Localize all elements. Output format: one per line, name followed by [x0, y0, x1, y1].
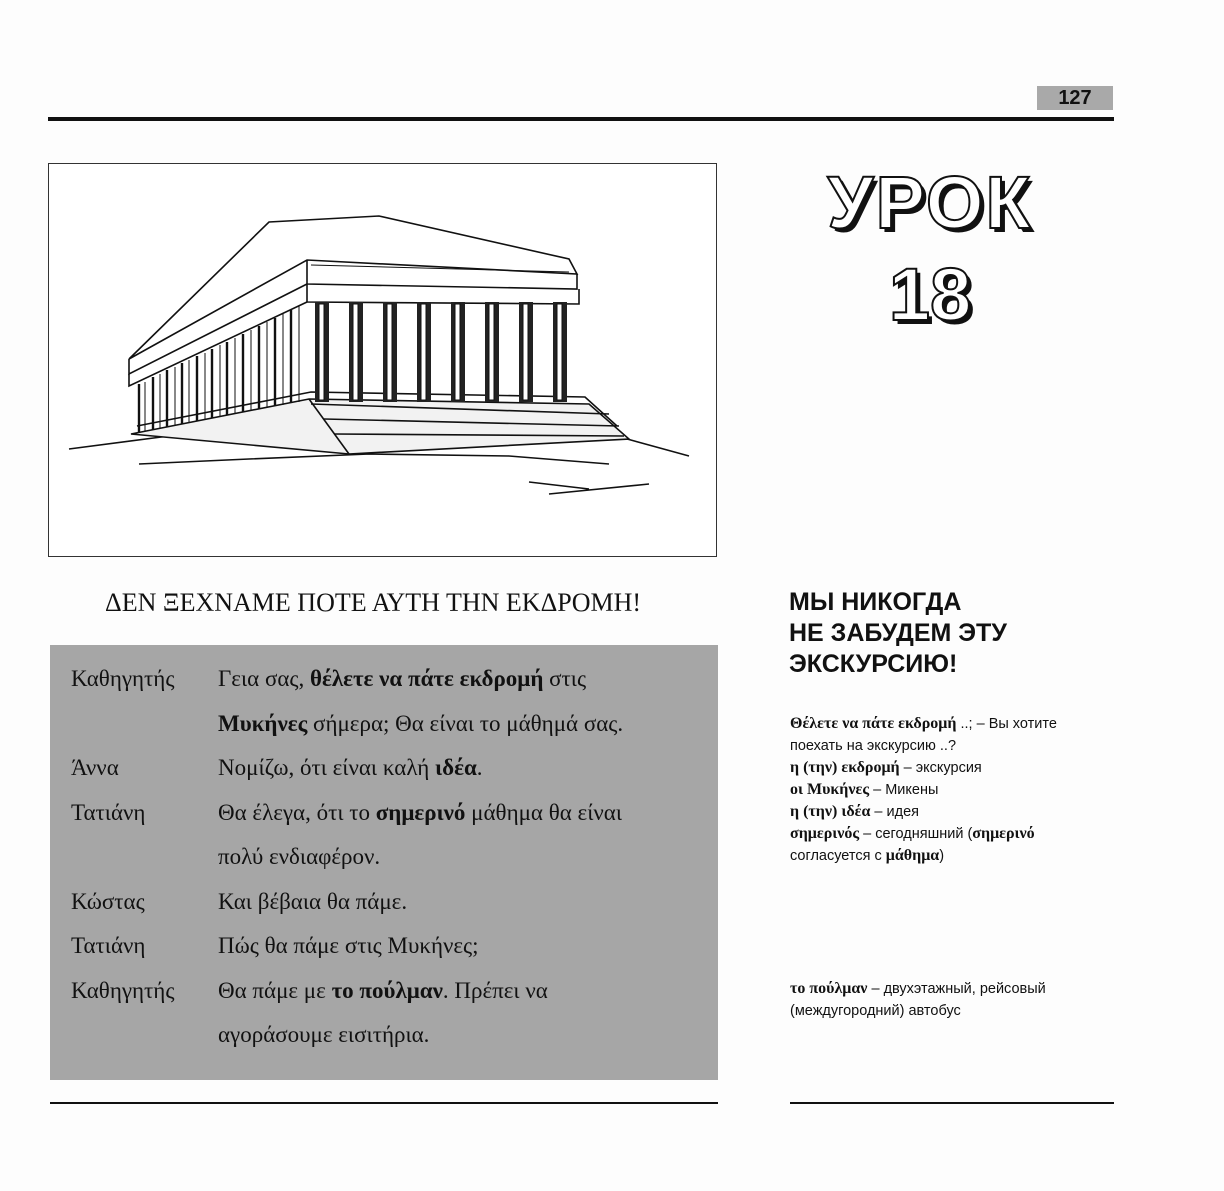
russian-title-line: НЕ ЗАБУДЕМ ЭТУ — [789, 619, 1007, 647]
dialogue-panel — [50, 645, 718, 1080]
translation: согласуется с — [790, 848, 886, 864]
vocab-highlight: θέλετε να πάτε εκδρομή — [310, 666, 544, 691]
glossary-line — [790, 1000, 1120, 1022]
speech-text — [218, 657, 586, 701]
glossary-line — [790, 801, 1120, 823]
glossary-line — [790, 713, 1120, 735]
lesson-word: УРОК — [827, 161, 1033, 244]
speech-fragment: αγοράσουμε εισιτήρια. — [218, 1022, 430, 1047]
translation: – сегодняшний ( — [859, 826, 973, 842]
glossary-line — [790, 735, 1120, 757]
greek-term: μάθημα — [885, 847, 940, 864]
glossary-line — [790, 823, 1120, 845]
speech-fragment: σήμερα; Θα είναι το μάθημά σας. — [307, 710, 624, 736]
top-rule — [48, 117, 1114, 121]
speech-fragment: Γεια σας, — [218, 666, 310, 691]
parthenon-drawing — [49, 164, 716, 556]
russian-title-line: ЭКСКУРСИЮ! — [789, 650, 958, 678]
lesson-number: 18 — [888, 253, 972, 336]
speech-text — [218, 702, 623, 746]
speech-fragment: Νομίζω, ότι είναι καλή — [218, 755, 436, 780]
greek-term: σημερινός — [790, 825, 860, 842]
bottom-rule-right — [790, 1102, 1114, 1104]
speech-text — [218, 880, 407, 924]
speaker-name: Καθηγητής — [71, 666, 175, 691]
glossary-line — [790, 779, 1120, 801]
speech-fragment: . Πρέπει να — [442, 977, 548, 1003]
speech-text — [218, 746, 483, 790]
speaker-name: Κώστας — [71, 888, 145, 914]
speaker-name: Τατιάνη — [71, 933, 146, 958]
translation: – Микены — [869, 782, 939, 798]
greek-term: σημερινό — [972, 825, 1035, 842]
page-number: 127 — [1037, 86, 1113, 110]
greek-term: η (την) ιδέα — [790, 803, 871, 820]
translation: ..; – Вы хотите — [956, 716, 1057, 732]
vocab-highlight: το πούλμαν — [331, 977, 443, 1003]
vocab-highlight: ιδέα — [435, 755, 477, 780]
translation: – экскурсия — [899, 760, 982, 776]
translation: – идея — [870, 804, 919, 820]
parthenon-illustration — [48, 163, 717, 557]
speaker-name: Άννα — [71, 755, 119, 780]
vocab-highlight: Μυκήνες — [218, 710, 308, 736]
speech-text — [218, 791, 622, 835]
speech-text — [218, 969, 548, 1013]
greek-term: οι Μυκήνες — [790, 781, 870, 798]
bottom-rule-left — [50, 1102, 718, 1104]
speech-fragment: Θα έλεγα, ότι το — [218, 799, 376, 825]
speech-fragment: πολύ ενδιαφέρον. — [218, 844, 381, 869]
greek-term: η (την) εκδρομή — [790, 759, 900, 776]
speech-text — [218, 835, 380, 879]
glossary-line — [790, 845, 1120, 867]
greek-title: ΔΕΝ ΞΕΧΝΑΜΕ ΠΟΤΕ ΑΥΤΗ ΤΗΝ ΕΚΔΡΟΜΗ! — [105, 588, 642, 617]
russian-title — [789, 587, 1119, 680]
speech-fragment: Θα πάμε με — [218, 977, 332, 1003]
speech-fragment: . — [476, 755, 483, 780]
greek-term: το πούλμαν — [790, 980, 868, 997]
greek-term: Θέλετε να πάτε εκδρομή — [790, 715, 957, 732]
translation: – двухэтажный, рейсовый — [867, 981, 1046, 997]
speaker-name: Καθηγητής — [71, 977, 175, 1003]
vocab-highlight: σημερινό — [375, 799, 466, 825]
speech-fragment: Πώς θα πάμε στις Μυκήνες; — [218, 933, 479, 958]
glossary-bus — [790, 978, 1120, 1022]
speech-fragment: μάθημα θα είναι — [465, 799, 623, 825]
speaker-name: Τατιάνη — [71, 799, 146, 825]
speech-text — [218, 924, 479, 968]
speech-text — [218, 1013, 429, 1057]
glossary — [790, 713, 1120, 867]
speech-fragment: Και βέβαια θα πάμε. — [218, 888, 408, 914]
speech-fragment: στις — [543, 666, 587, 691]
glossary-line — [790, 757, 1120, 779]
translation: ) — [939, 848, 945, 864]
russian-title-line: МЫ НИКОГДА — [789, 588, 962, 616]
glossary-line — [790, 978, 1120, 1000]
translation: поехать на экскурсию ..? — [790, 738, 957, 754]
translation: (междугородний) автобус — [790, 1003, 961, 1019]
